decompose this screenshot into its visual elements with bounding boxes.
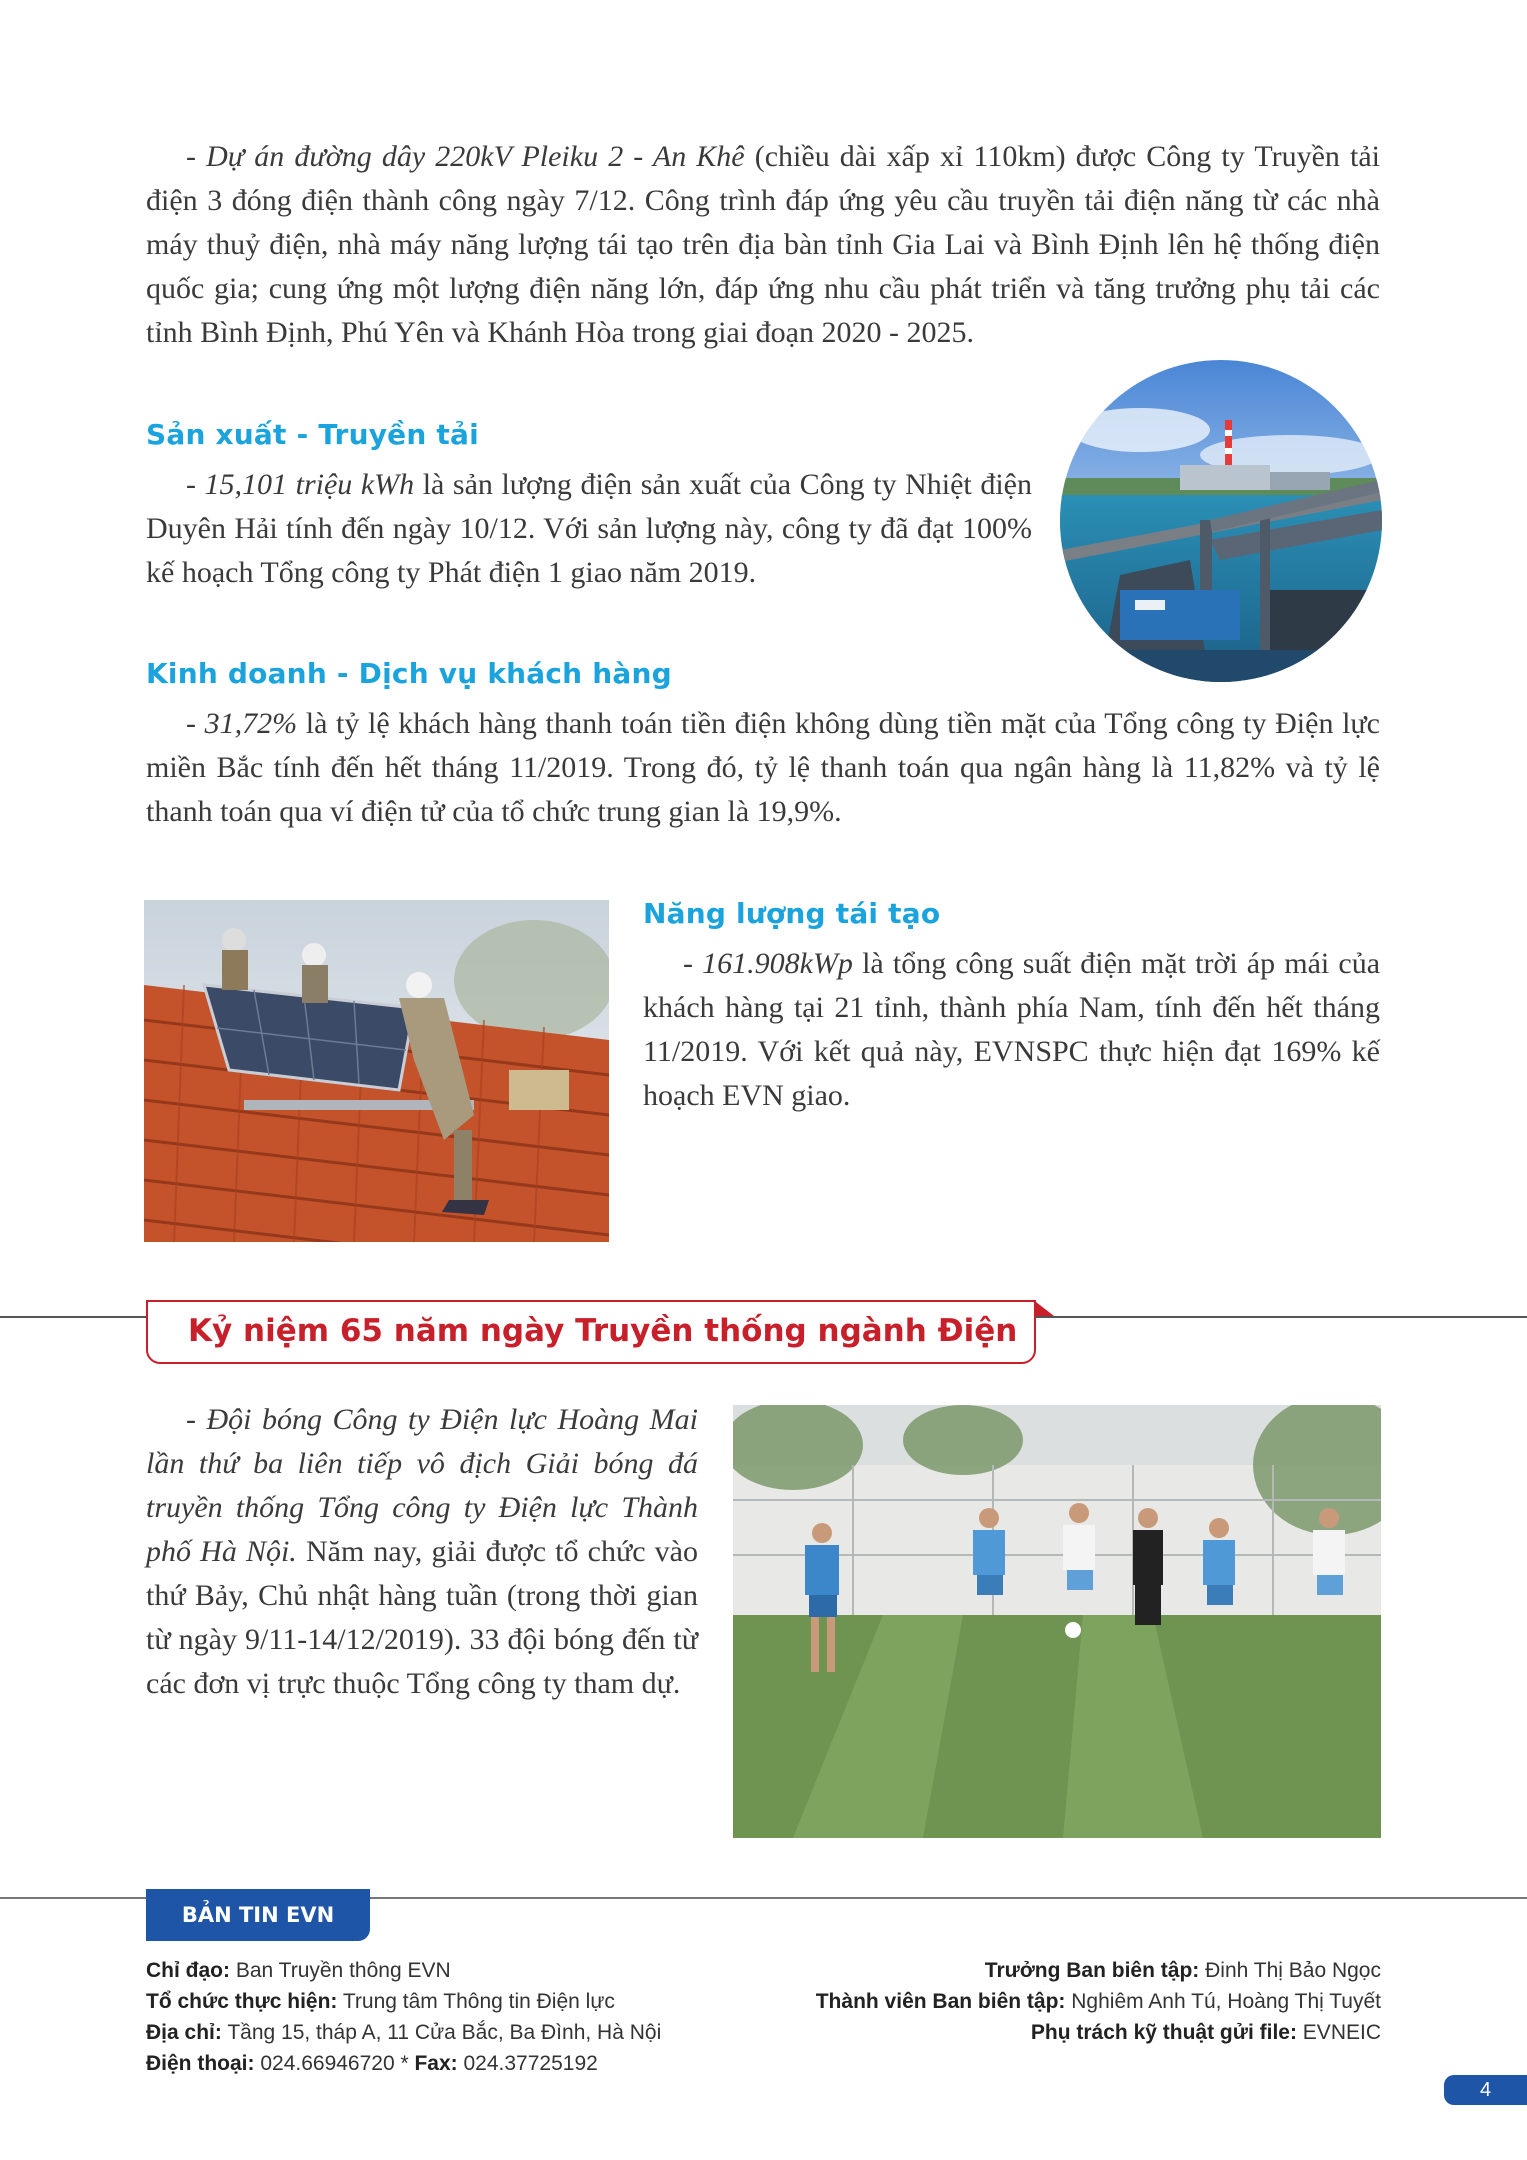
production-heading: Sản xuất - Truyền tải: [146, 418, 479, 451]
anniversary-body: Năm nay, giải được tổ chức vào thứ Bảy, Chủ nhật hàng tuần (trong thời gian từ ngày 9/11-14/12/2019). 33 đội bóng đến từ các đơn vị trực thuộc Tổng công ty tham dự.: [146, 1535, 698, 1700]
anniversary-banner: [146, 1300, 1036, 1364]
production-paragraph: [146, 463, 1032, 595]
footer-left-credits: [146, 1955, 661, 2079]
credit-line: Trưởng Ban biên tập: Đinh Thị Bảo Ngọc: [984, 1959, 1381, 1982]
renewable-body: là tổng công suất điện mặt trời áp mái của khách hàng tại 21 tỉnh, thành phía Nam, tính đến hết tháng 11/2019. Với kết quả này, EVNSPC thực hiện đạt 169% kế hoạch EVN giao.: [643, 947, 1381, 1112]
business-paragraph: [146, 702, 1380, 834]
banner-corner-tab: [1036, 1302, 1054, 1316]
anniversary-paragraph: [146, 1398, 698, 1706]
production-body: là sản lượng điện sản xuất của Công ty Nhiệt điện Duyên Hải tính đến ngày 10/12. Với sản lượng này, công ty đã đạt 100% kế hoạch Tổng công ty Phát điện 1 giao năm 2019.: [146, 468, 1032, 589]
power-plant-photo: [1060, 360, 1382, 682]
production-lead: - 15,101 triệu kWh: [186, 468, 415, 501]
renewable-paragraph: [643, 942, 1380, 1118]
credit-line: Thành viên Ban biên tập: Nghiêm Anh Tú, Hoàng Thị Tuyết: [815, 1990, 1381, 2013]
renewable-heading: Năng lượng tái tạo: [643, 897, 941, 930]
anniversary-banner-title: Kỷ niệm 65 năm ngày Truyền thống ngành Điện: [188, 1313, 1018, 1349]
solar-roof-photo: [144, 900, 609, 1242]
footer-newsletter-tag: BẢN TIN EVN: [146, 1889, 370, 1941]
football-match-photo: [733, 1405, 1381, 1838]
credit-line: Tổ chức thực hiện: Trung tâm Thông tin Điện lực: [146, 1990, 615, 2013]
business-body: là tỷ lệ khách hàng thanh toán tiền điện không dùng tiền mặt của Tổng công ty Điện lực miền Bắc tính đến hết tháng 11/2019. Trong đó, tỷ lệ thanh toán qua ngân hàng là 11,82% và tỷ lệ thanh toán qua ví điện tử của tổ chức trung gian là 19,9%.: [146, 707, 1381, 828]
renewable-lead: - 161.908kWp: [683, 947, 853, 980]
footer-right-credits: [816, 1955, 1381, 2048]
transmission-body: (chiều dài xấp xỉ 110km) được Công ty Truyền tải điện 3 đóng điện thành công ngày 7/12. Công trình đáp ứng yêu cầu truyền tải điện năng từ các nhà máy thuỷ điện, nhà máy năng lượng tái tạo trên địa bàn tỉnh Gia Lai và Bình Định lên hệ thống điện quốc gia; cung ứng một lượng điện năng lớn, đáp ứng nhu cầu phát triển và tăng trưởng phụ tải các tỉnh Bình Định, Phú Yên và Khánh Hòa trong giai đoạn 2020 - 2025.: [146, 140, 1380, 349]
page-number: 4: [1444, 2075, 1527, 2105]
business-lead: - 31,72%: [186, 707, 298, 740]
credit-line: Phụ trách kỹ thuật gửi file: EVNEIC: [1030, 2021, 1381, 2044]
business-heading: Kinh doanh - Dịch vụ khách hàng: [146, 657, 672, 690]
anniversary-lead: - Đội bóng Công ty Điện lực Hoàng Mai lần thứ ba liên tiếp vô địch Giải bóng đá truyền thống Tổng công ty Điện lực Thành phố Hà Nội.: [146, 1403, 698, 1568]
credit-line: Địa chỉ: Tầng 15, tháp A, 11 Cửa Bắc, Ba Đình, Hà Nội: [146, 2021, 662, 2044]
transmission-paragraph: [146, 135, 1380, 355]
credit-line: Chỉ đạo: Ban Truyền thông EVN: [146, 1959, 451, 1982]
credit-line: Điện thoại: 024.66946720 * Fax: 024.37725192: [146, 2052, 598, 2075]
transmission-lead: - Dự án đường dây 220kV Pleiku 2 - An Khê: [186, 140, 745, 173]
